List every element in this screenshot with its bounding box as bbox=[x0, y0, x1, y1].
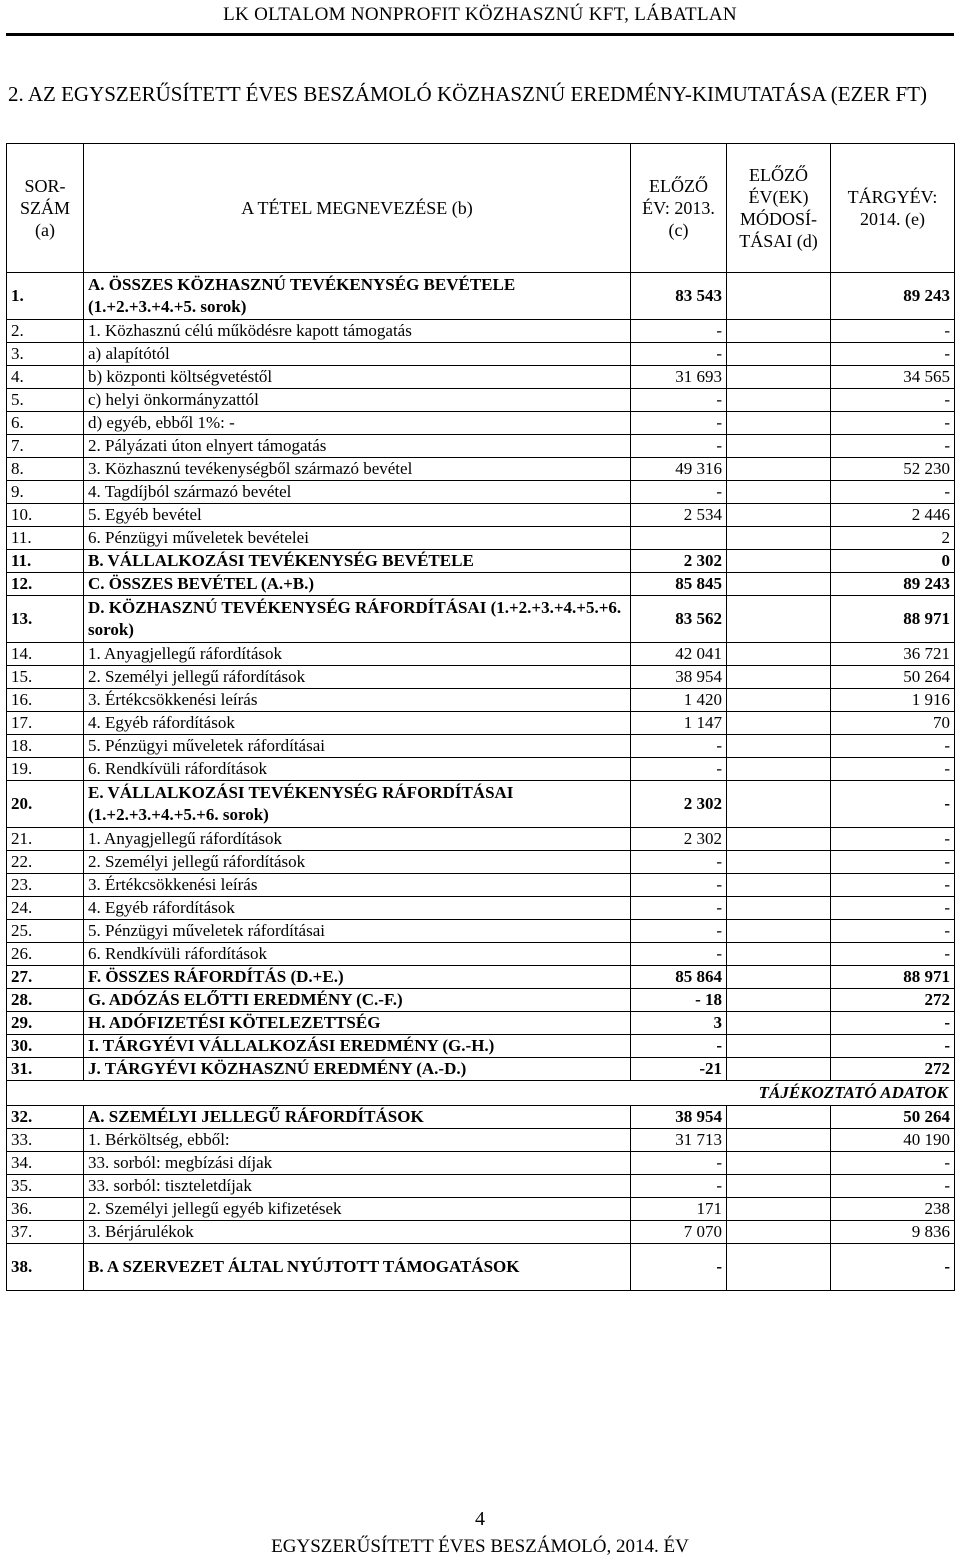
previous-year-value: 85 864 bbox=[631, 966, 727, 989]
current-year-value: 9 836 bbox=[831, 1221, 955, 1244]
previous-year-value: 1 420 bbox=[631, 689, 727, 712]
item-name: H. ADÓFIZETÉSI KÖTELEZETTSÉG bbox=[84, 1012, 631, 1035]
table-row bbox=[7, 666, 955, 689]
row-number: 19. bbox=[7, 758, 84, 781]
current-year-value: - bbox=[831, 874, 955, 897]
previous-year-value: 1 147 bbox=[631, 712, 727, 735]
item-name: 3. Értékcsökkenési leírás bbox=[84, 689, 631, 712]
current-year-value: - bbox=[831, 389, 955, 412]
modification-value bbox=[727, 458, 831, 481]
item-name: 2. Pályázati úton elnyert támogatás bbox=[84, 435, 631, 458]
table-row bbox=[7, 343, 955, 366]
item-name: J. TÁRGYÉVI KÖZHASZNÚ EREDMÉNY (A.-D.) bbox=[84, 1058, 631, 1081]
modification-value bbox=[727, 851, 831, 874]
row-number: 31. bbox=[7, 1058, 84, 1081]
current-year-value: 34 565 bbox=[831, 366, 955, 389]
table-row bbox=[7, 643, 955, 666]
table-row bbox=[7, 1152, 955, 1175]
item-name: c) helyi önkormányzattól bbox=[84, 389, 631, 412]
table-row bbox=[7, 596, 955, 643]
row-number: 28. bbox=[7, 989, 84, 1012]
row-number: 34. bbox=[7, 1152, 84, 1175]
item-name: 6. Pénzügyi műveletek bevételei bbox=[84, 527, 631, 550]
row-number: 4. bbox=[7, 366, 84, 389]
previous-year-value: - bbox=[631, 920, 727, 943]
current-year-value: 88 971 bbox=[831, 596, 955, 643]
modification-value bbox=[727, 527, 831, 550]
previous-year-value: - bbox=[631, 874, 727, 897]
row-number: 7. bbox=[7, 435, 84, 458]
modification-value bbox=[727, 596, 831, 643]
modification-value bbox=[727, 1175, 831, 1198]
item-name: 4. Tagdíjból származó bevétel bbox=[84, 481, 631, 504]
table-row bbox=[7, 1198, 955, 1221]
current-year-value: - bbox=[831, 828, 955, 851]
modification-value bbox=[727, 1106, 831, 1129]
row-number: 35. bbox=[7, 1175, 84, 1198]
modification-value bbox=[727, 273, 831, 320]
table-row bbox=[7, 758, 955, 781]
modification-value bbox=[727, 1058, 831, 1081]
info-heading-row bbox=[7, 1081, 955, 1106]
modification-value bbox=[727, 1198, 831, 1221]
row-number: 23. bbox=[7, 874, 84, 897]
table-row bbox=[7, 320, 955, 343]
table-row bbox=[7, 920, 955, 943]
previous-year-value: 31 693 bbox=[631, 366, 727, 389]
current-year-value: 50 264 bbox=[831, 1106, 955, 1129]
modification-value bbox=[727, 920, 831, 943]
item-name: a) alapítótól bbox=[84, 343, 631, 366]
table-row bbox=[7, 735, 955, 758]
item-name: 2. Személyi jellegű ráfordítások bbox=[84, 851, 631, 874]
item-name: 3. Értékcsökkenési leírás bbox=[84, 874, 631, 897]
modification-value bbox=[727, 943, 831, 966]
table-row bbox=[7, 458, 955, 481]
item-name: 5. Pénzügyi műveletek ráfordításai bbox=[84, 920, 631, 943]
table-row bbox=[7, 1058, 955, 1081]
table-row bbox=[7, 989, 955, 1012]
table-row bbox=[7, 966, 955, 989]
table-row bbox=[7, 1106, 955, 1129]
previous-year-value: 38 954 bbox=[631, 1106, 727, 1129]
previous-year-value: 3 bbox=[631, 1012, 727, 1035]
modification-value bbox=[727, 643, 831, 666]
modification-value bbox=[727, 320, 831, 343]
row-number: 27. bbox=[7, 966, 84, 989]
previous-year-value: 2 302 bbox=[631, 828, 727, 851]
current-year-value: 0 bbox=[831, 550, 955, 573]
row-number: 12. bbox=[7, 573, 84, 596]
table-row bbox=[7, 828, 955, 851]
modification-value bbox=[727, 989, 831, 1012]
col-header-current-year: TÁRGYÉV: 2014. (e) bbox=[831, 144, 955, 273]
previous-year-value: 2 534 bbox=[631, 504, 727, 527]
item-name: I. TÁRGYÉVI VÁLLALKOZÁSI EREDMÉNY (G.-H.) bbox=[84, 1035, 631, 1058]
item-name: B. A SZERVEZET ÁLTAL NYÚJTOTT TÁMOGATÁSOK bbox=[84, 1244, 631, 1291]
row-number: 33. bbox=[7, 1129, 84, 1152]
modification-value bbox=[727, 828, 831, 851]
row-number: 36. bbox=[7, 1198, 84, 1221]
table-row bbox=[7, 943, 955, 966]
current-year-value: 52 230 bbox=[831, 458, 955, 481]
row-number: 21. bbox=[7, 828, 84, 851]
item-name: 2. Személyi jellegű ráfordítások bbox=[84, 666, 631, 689]
modification-value bbox=[727, 504, 831, 527]
row-number: 18. bbox=[7, 735, 84, 758]
modification-value bbox=[727, 689, 831, 712]
previous-year-value: -21 bbox=[631, 1058, 727, 1081]
item-name: 3. Bérjárulékok bbox=[84, 1221, 631, 1244]
previous-year-value: - bbox=[631, 412, 727, 435]
previous-year-value bbox=[631, 527, 727, 550]
previous-year-value: - bbox=[631, 897, 727, 920]
current-year-value: 2 bbox=[831, 527, 955, 550]
row-number: 11. bbox=[7, 550, 84, 573]
table-row bbox=[7, 1221, 955, 1244]
item-name: 4. Egyéb ráfordítások bbox=[84, 712, 631, 735]
current-year-value: 238 bbox=[831, 1198, 955, 1221]
row-number: 38. bbox=[7, 1244, 84, 1291]
item-name: 3. Közhasznú tevékenységből származó bevétel bbox=[84, 458, 631, 481]
modification-value bbox=[727, 1012, 831, 1035]
current-year-value: - bbox=[831, 920, 955, 943]
current-year-value: - bbox=[831, 1152, 955, 1175]
previous-year-value: - bbox=[631, 1175, 727, 1198]
item-name: C. ÖSSZES BEVÉTEL (A.+B.) bbox=[84, 573, 631, 596]
current-year-value: 272 bbox=[831, 1058, 955, 1081]
row-number: 29. bbox=[7, 1012, 84, 1035]
item-name: 5. Egyéb bevétel bbox=[84, 504, 631, 527]
current-year-value: - bbox=[831, 320, 955, 343]
table-row bbox=[7, 712, 955, 735]
item-name: d) egyéb, ebből 1%: - bbox=[84, 412, 631, 435]
item-name: 1. Bérköltség, ebből: bbox=[84, 1129, 631, 1152]
modification-value bbox=[727, 1035, 831, 1058]
current-year-value: - bbox=[831, 412, 955, 435]
modification-value bbox=[727, 481, 831, 504]
row-number: 14. bbox=[7, 643, 84, 666]
header-divider bbox=[6, 33, 954, 36]
item-name: 1. Anyagjellegű ráfordítások bbox=[84, 643, 631, 666]
col-header-row-number: SOR-SZÁM (a) bbox=[7, 144, 84, 273]
current-year-value: - bbox=[831, 435, 955, 458]
table-row bbox=[7, 435, 955, 458]
row-number: 22. bbox=[7, 851, 84, 874]
row-number: 16. bbox=[7, 689, 84, 712]
item-name: A. ÖSSZES KÖZHASZNÚ TEVÉKENYSÉG BEVÉTELE (1.+2.+3.+4.+5. sorok) bbox=[84, 273, 631, 320]
current-year-value: - bbox=[831, 1175, 955, 1198]
current-year-value: 89 243 bbox=[831, 273, 955, 320]
modification-value bbox=[727, 573, 831, 596]
table-row bbox=[7, 366, 955, 389]
previous-year-value: - bbox=[631, 735, 727, 758]
current-year-value: - bbox=[831, 897, 955, 920]
table-row bbox=[7, 273, 955, 320]
previous-year-value: 49 316 bbox=[631, 458, 727, 481]
item-name: A. SZEMÉLYI JELLEGŰ RÁFORDÍTÁSOK bbox=[84, 1106, 631, 1129]
row-number: 37. bbox=[7, 1221, 84, 1244]
previous-year-value: - bbox=[631, 435, 727, 458]
current-year-value: 70 bbox=[831, 712, 955, 735]
modification-value bbox=[727, 735, 831, 758]
table-body bbox=[7, 273, 955, 1291]
item-name: 33. sorból: megbízási díjak bbox=[84, 1152, 631, 1175]
row-number: 13. bbox=[7, 596, 84, 643]
table-row bbox=[7, 1035, 955, 1058]
row-number: 17. bbox=[7, 712, 84, 735]
item-name: 1. Közhasznú célú működésre kapott támogatás bbox=[84, 320, 631, 343]
modification-value bbox=[727, 343, 831, 366]
table-row bbox=[7, 1175, 955, 1198]
modification-value bbox=[727, 550, 831, 573]
modification-value bbox=[727, 366, 831, 389]
row-number: 2. bbox=[7, 320, 84, 343]
previous-year-value: 38 954 bbox=[631, 666, 727, 689]
row-number: 26. bbox=[7, 943, 84, 966]
current-year-value: - bbox=[831, 481, 955, 504]
previous-year-value: 171 bbox=[631, 1198, 727, 1221]
item-name: 6. Rendkívüli ráfordítások bbox=[84, 758, 631, 781]
table-row bbox=[7, 389, 955, 412]
item-name: 6. Rendkívüli ráfordítások bbox=[84, 943, 631, 966]
previous-year-value: - bbox=[631, 1035, 727, 1058]
row-number: 9. bbox=[7, 481, 84, 504]
col-header-prior-modifications: ELŐZŐ ÉV(EK) MÓDOSÍ-TÁSAI (d) bbox=[727, 144, 831, 273]
previous-year-value: - bbox=[631, 1244, 727, 1291]
modification-value bbox=[727, 412, 831, 435]
item-name: F. ÖSSZES RÁFORDÍTÁS (D.+E.) bbox=[84, 966, 631, 989]
info-heading: TÁJÉKOZTATÓ ADATOK bbox=[7, 1081, 955, 1106]
modification-value bbox=[727, 435, 831, 458]
table-row bbox=[7, 689, 955, 712]
row-number: 25. bbox=[7, 920, 84, 943]
previous-year-value: 83 562 bbox=[631, 596, 727, 643]
previous-year-value: 85 845 bbox=[631, 573, 727, 596]
col-header-item-name: A TÉTEL MEGNEVEZÉSE (b) bbox=[84, 144, 631, 273]
table-header-row bbox=[7, 144, 955, 273]
item-name: 1. Anyagjellegű ráfordítások bbox=[84, 828, 631, 851]
table-row bbox=[7, 527, 955, 550]
modification-value bbox=[727, 1244, 831, 1291]
item-name: 2. Személyi jellegű egyéb kifizetések bbox=[84, 1198, 631, 1221]
row-number: 11. bbox=[7, 527, 84, 550]
previous-year-value: 2 302 bbox=[631, 550, 727, 573]
modification-value bbox=[727, 781, 831, 828]
item-name: E. VÁLLALKOZÁSI TEVÉKENYSÉG RÁFORDÍTÁSAI (1.+2.+3.+4.+5.+6. sorok) bbox=[84, 781, 631, 828]
current-year-value: - bbox=[831, 1035, 955, 1058]
table-row bbox=[7, 1129, 955, 1152]
current-year-value: 2 446 bbox=[831, 504, 955, 527]
table-row bbox=[7, 550, 955, 573]
item-name: B. VÁLLALKOZÁSI TEVÉKENYSÉG BEVÉTELE bbox=[84, 550, 631, 573]
modification-value bbox=[727, 1152, 831, 1175]
table-row bbox=[7, 1012, 955, 1035]
row-number: 10. bbox=[7, 504, 84, 527]
previous-year-value: 31 713 bbox=[631, 1129, 727, 1152]
current-year-value: - bbox=[831, 851, 955, 874]
previous-year-value: 83 543 bbox=[631, 273, 727, 320]
previous-year-value: - bbox=[631, 758, 727, 781]
item-name: b) központi költségvetéstől bbox=[84, 366, 631, 389]
table-row bbox=[7, 1244, 955, 1291]
current-year-value: - bbox=[831, 781, 955, 828]
table-row bbox=[7, 481, 955, 504]
item-name: D. KÖZHASZNÚ TEVÉKENYSÉG RÁFORDÍTÁSAI (1.+2.+3.+4.+5.+6. sorok) bbox=[84, 596, 631, 643]
current-year-value: 1 916 bbox=[831, 689, 955, 712]
item-name: G. ADÓZÁS ELŐTTI EREDMÉNY (C.-F.) bbox=[84, 989, 631, 1012]
modification-value bbox=[727, 712, 831, 735]
modification-value bbox=[727, 897, 831, 920]
previous-year-value: - bbox=[631, 343, 727, 366]
current-year-value: - bbox=[831, 343, 955, 366]
modification-value bbox=[727, 1221, 831, 1244]
previous-year-value: - bbox=[631, 851, 727, 874]
page-header: LK OLTALOM NONPROFIT KÖZHASZNÚ KFT, LÁBATLAN bbox=[223, 4, 737, 25]
previous-year-value: - bbox=[631, 320, 727, 343]
item-name: 4. Egyéb ráfordítások bbox=[84, 897, 631, 920]
previous-year-value: - bbox=[631, 1152, 727, 1175]
modification-value bbox=[727, 874, 831, 897]
current-year-value: 40 190 bbox=[831, 1129, 955, 1152]
current-year-value: - bbox=[831, 735, 955, 758]
current-year-value: 88 971 bbox=[831, 966, 955, 989]
modification-value bbox=[727, 966, 831, 989]
table-row bbox=[7, 897, 955, 920]
table-row bbox=[7, 504, 955, 527]
previous-year-value: - bbox=[631, 389, 727, 412]
row-number: 8. bbox=[7, 458, 84, 481]
table-row bbox=[7, 573, 955, 596]
row-number: 1. bbox=[7, 273, 84, 320]
table-row bbox=[7, 781, 955, 828]
current-year-value: - bbox=[831, 943, 955, 966]
current-year-value: - bbox=[831, 1012, 955, 1035]
row-number: 24. bbox=[7, 897, 84, 920]
previous-year-value: - bbox=[631, 943, 727, 966]
previous-year-value: - bbox=[631, 481, 727, 504]
previous-year-value: - 18 bbox=[631, 989, 727, 1012]
current-year-value: 36 721 bbox=[831, 643, 955, 666]
section-title: 2. AZ EGYSZERŰSÍTETT ÉVES BESZÁMOLÓ KÖZHASZNÚ EREDMÉNY-KIMUTATÁSA (EZER FT) bbox=[8, 82, 927, 106]
row-number: 32. bbox=[7, 1106, 84, 1129]
current-year-value: - bbox=[831, 758, 955, 781]
row-number: 5. bbox=[7, 389, 84, 412]
page-footer: EGYSZERŰSÍTETT ÉVES BESZÁMOLÓ, 2014. ÉV bbox=[271, 1536, 689, 1557]
table-row bbox=[7, 851, 955, 874]
item-name: 5. Pénzügyi műveletek ráfordításai bbox=[84, 735, 631, 758]
table-row bbox=[7, 412, 955, 435]
modification-value bbox=[727, 758, 831, 781]
previous-year-value: 7 070 bbox=[631, 1221, 727, 1244]
row-number: 20. bbox=[7, 781, 84, 828]
modification-value bbox=[727, 1129, 831, 1152]
current-year-value: 50 264 bbox=[831, 666, 955, 689]
page-number: 4 bbox=[475, 1508, 485, 1530]
table-row bbox=[7, 874, 955, 897]
row-number: 30. bbox=[7, 1035, 84, 1058]
col-header-previous-year: ELŐZŐ ÉV: 2013. (c) bbox=[631, 144, 727, 273]
row-number: 6. bbox=[7, 412, 84, 435]
current-year-value: 272 bbox=[831, 989, 955, 1012]
item-name: 33. sorból: tiszteletdíjak bbox=[84, 1175, 631, 1198]
modification-value bbox=[727, 389, 831, 412]
current-year-value: - bbox=[831, 1244, 955, 1291]
row-number: 15. bbox=[7, 666, 84, 689]
previous-year-value: 2 302 bbox=[631, 781, 727, 828]
modification-value bbox=[727, 666, 831, 689]
row-number: 3. bbox=[7, 343, 84, 366]
previous-year-value: 42 041 bbox=[631, 643, 727, 666]
income-statement-table bbox=[6, 143, 955, 1291]
current-year-value: 89 243 bbox=[831, 573, 955, 596]
